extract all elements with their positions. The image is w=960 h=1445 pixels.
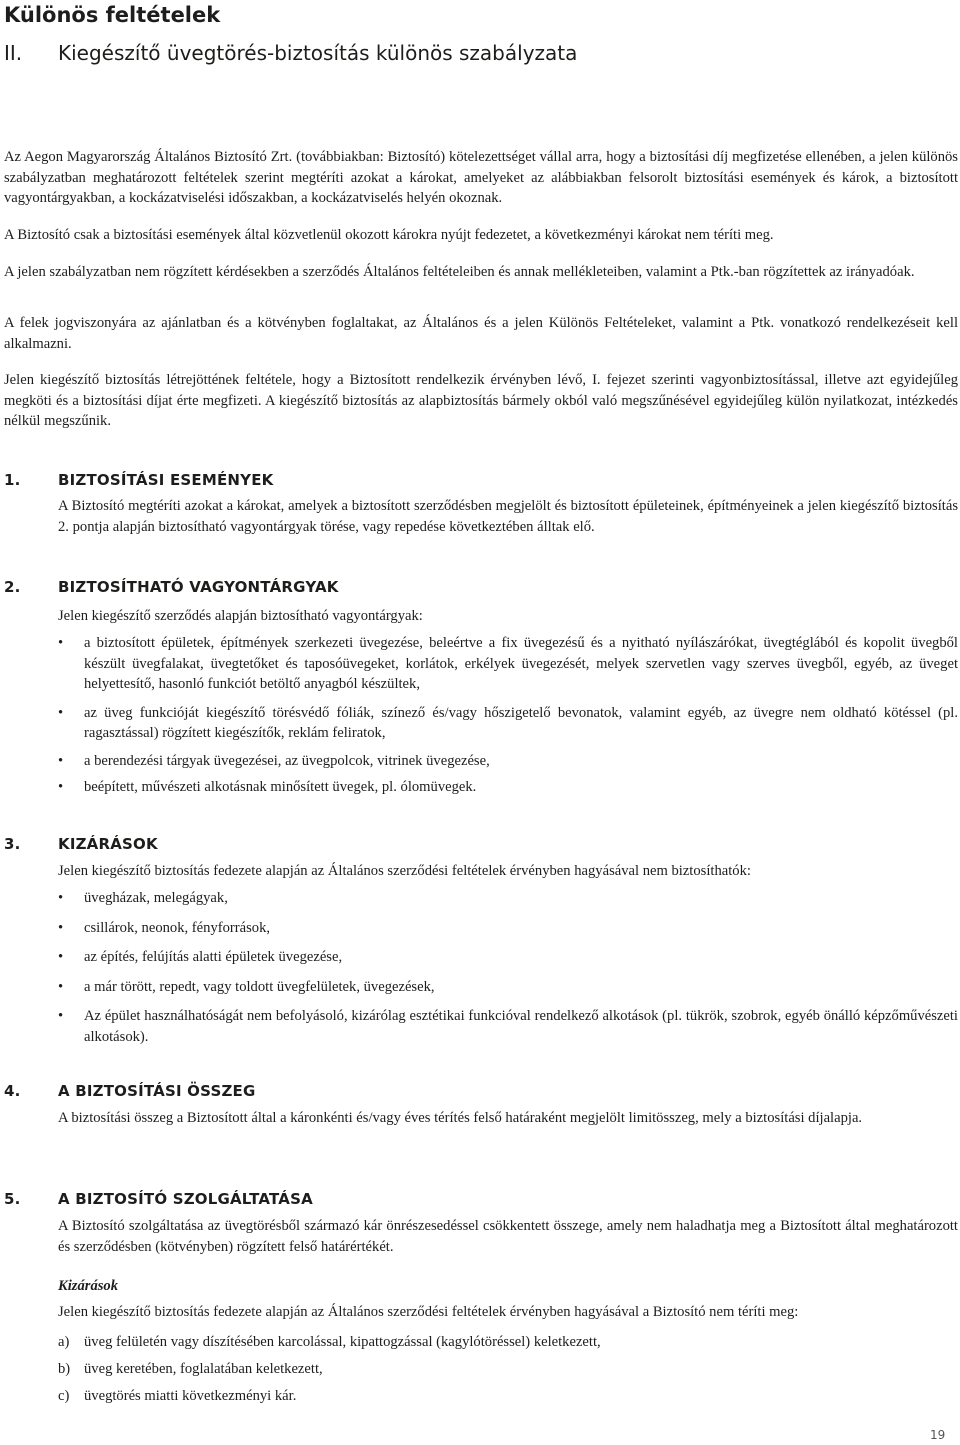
list-item: a) üveg felületén vagy díszítésében karcolással, kipattogzással (kagylótöréssel) keletkezett,	[58, 1332, 958, 1359]
list-item: • a berendezési tárgyak üvegezései, az üvegpolcok, vitrinek üvegezése,	[58, 751, 958, 772]
section-title: A BIZTOSÍTÁSI ÖSSZEG	[58, 1082, 256, 1100]
bullet-icon: •	[58, 919, 64, 936]
section-heading-2	[4, 577, 339, 597]
subsection-title: Kizárások	[58, 1278, 119, 1294]
bullet-icon: •	[58, 949, 64, 965]
list-item: b) üveg keretében, foglalatában keletkezett,	[58, 1359, 958, 1386]
bullet-icon: •	[58, 752, 64, 769]
page-title: Különös feltételek	[4, 3, 221, 27]
intro-paragraph: A Biztosító csak a biztosítási események által közvetlenül okozott károkra nyújt fedezetet, a következményi károkat nem téríti meg.	[4, 227, 774, 243]
section-2-text: Jelen kiegészítő szerződés alapján biztosítható vagyontárgyak:	[58, 608, 423, 624]
section-heading-3	[4, 834, 158, 854]
list-item: • a már törött, repedt, vagy toldott üvegfelületek, üvegezések,	[58, 977, 958, 998]
section-3-text: Jelen kiegészítő biztosítás fedezete alapján az Általános szerződési feltételek érvényben hagyásával nem biztosíthatók:	[58, 863, 751, 879]
list-marker: c)	[58, 1388, 70, 1404]
section-number: 2.	[4, 578, 21, 596]
intro-paragraph: Az Aegon Magyarország Általános Biztosító Zrt. (továbbiakban: Biztosító) kötelezettséget vállal arra, hogy a biztosítási díj megfizetése ellenében, a jelen különös szabályzatban meghatározott feltételek szerint megtéríti azokat a károkat, amelyeket az alábbiakban felsorolt biztosítási események és károk, a biztosított vagyontárgyakban, a kockázatviselési időszakban, a kockázatviselés helyén okoznak.	[4, 149, 958, 206]
bullet-icon: •	[58, 978, 64, 995]
list-marker: a)	[58, 1334, 70, 1350]
intro-paragraph: A felek jogviszonyára az ajánlatban és a kötvényben foglaltakat, az Általános és a jelen Különös Feltételeket, valamint a Ptk. vonatkozó rendelkezéseit kell alkalmazni.	[4, 315, 958, 352]
list-item: • csillárok, neonok, fényforrások,	[58, 918, 958, 939]
section-3-list	[58, 888, 958, 1047]
section-2-list	[58, 633, 958, 798]
section-heading-5	[4, 1189, 313, 1209]
intro-paragraph: Jelen kiegészítő biztosítás létrejöttének feltétele, hogy a Biztosított rendelkezik érvényben lévő, I. fejezet szerinti vagyonbiztosítással, illetve azt egyidejűleg megköti és a biztosítási díjat érte megfizeti. A kiegészítő biztosítás az alapbiztosítás bármely okból való megszűnésével egyidejűleg külön nyilatkozat, intézkedés nélkül megszűnik.	[4, 372, 958, 429]
section-heading-4	[4, 1081, 256, 1101]
section-heading-1	[4, 470, 274, 490]
list-item: c) üvegtörés miatti következményi kár.	[58, 1386, 958, 1413]
page-number: 19	[930, 1428, 946, 1442]
section-title: BIZTOSÍTHATÓ VAGYONTÁRGYAK	[58, 578, 339, 596]
list-item: • beépített, művészeti alkotásnak minősített üvegek, pl. ólomüvegek.	[58, 777, 958, 798]
bullet-icon: •	[58, 1008, 64, 1024]
intro-paragraph: A jelen szabályzatban nem rögzített kérdésekben a szerződés Általános feltételeiben és annak mellékleteiben, valamint a Ptk.-ban rögzítettek az irányadóak.	[4, 264, 915, 280]
bullet-icon: •	[58, 890, 64, 906]
list-item: • az üveg funkcióját kiegészítő törésvédő fóliák, színező és/vagy hőszigetelő bevonatok, valamint egyéb, az üvegre nem oldható kötéssel (pl. ragasztással) rögzített kiegészítők, reklám feliratok,	[58, 704, 958, 741]
list-item: • üvegházak, melegágyak,	[58, 888, 958, 909]
section-5-text: A Biztosító szolgáltatása az üvegtörésből származó kár önrészesedéssel csökkentett összege, amely nem haladhatja meg a Biztosított által meghatározott és szerződésben (kötvényben) rögzített felső határértékét.	[58, 1218, 958, 1255]
list-marker: b)	[58, 1361, 71, 1377]
chapter-number: II.	[4, 41, 23, 65]
section-title: KIZÁRÁSOK	[58, 835, 158, 853]
section-4-text: A biztosítási összeg a Biztosított által a káronkénti és/vagy éves térítés felső határaként megjelölt limitösszeg, mely a biztosítási díjalapja.	[58, 1110, 863, 1126]
section-title: A BIZTOSÍTÓ SZOLGÁLTATÁSA	[58, 1190, 313, 1208]
section-number: 4.	[4, 1082, 21, 1100]
chapter-title	[4, 40, 577, 66]
exclusion-list	[58, 1332, 958, 1413]
section-1-text: A Biztosító megtéríti azokat a károkat, amelyek a biztosított szerződésben megjelölt és biztosított épületeinek, építményeinek a jelen kiegészítő biztosítás 2. pontja alapján biztosítható vagyontárgyak törése, vagy repedése következtében álltak elő.	[58, 498, 958, 535]
chapter-title-text: Kiegészítő üvegtörés-biztosítás különös szabályzata	[58, 41, 578, 65]
bullet-icon: •	[58, 779, 64, 795]
section-number: 3.	[4, 835, 21, 853]
bullet-icon: •	[58, 704, 64, 721]
section-number: 1.	[4, 471, 21, 489]
section-number: 5.	[4, 1190, 21, 1208]
section-title: BIZTOSÍTÁSI ESEMÉNYEK	[58, 471, 274, 489]
list-item: • a biztosított épületek, építmények szerkezeti üvegezése, beleértve a fix üvegezésű és a nyitható nyílászárókat, üvegtéglából és kopolit üvegből készült üvegfalakat, üvegtetőket és taposóüvegeket, korlátok, erkélyek üvegezését, melyek szervetlen vagy szerves üvegből, egyéb, az üveget helyettesítő, hasonló funkciót betöltő anyagból készültek,	[58, 635, 958, 692]
list-item: • az építés, felújítás alatti épületek üvegezése,	[58, 947, 958, 968]
list-item: • Az épület használhatóságát nem befolyásoló, kizárólag esztétikai funkcióval rendelkező alkotások (pl. tükrök, szobrok, egyéb önálló képzőművészeti alkotások).	[58, 1008, 958, 1045]
subsection-text: Jelen kiegészítő biztosítás fedezete alapján az Általános szerződési feltételek érvényben hagyásával a Biztosító nem téríti meg:	[58, 1304, 799, 1320]
bullet-icon: •	[58, 635, 64, 651]
